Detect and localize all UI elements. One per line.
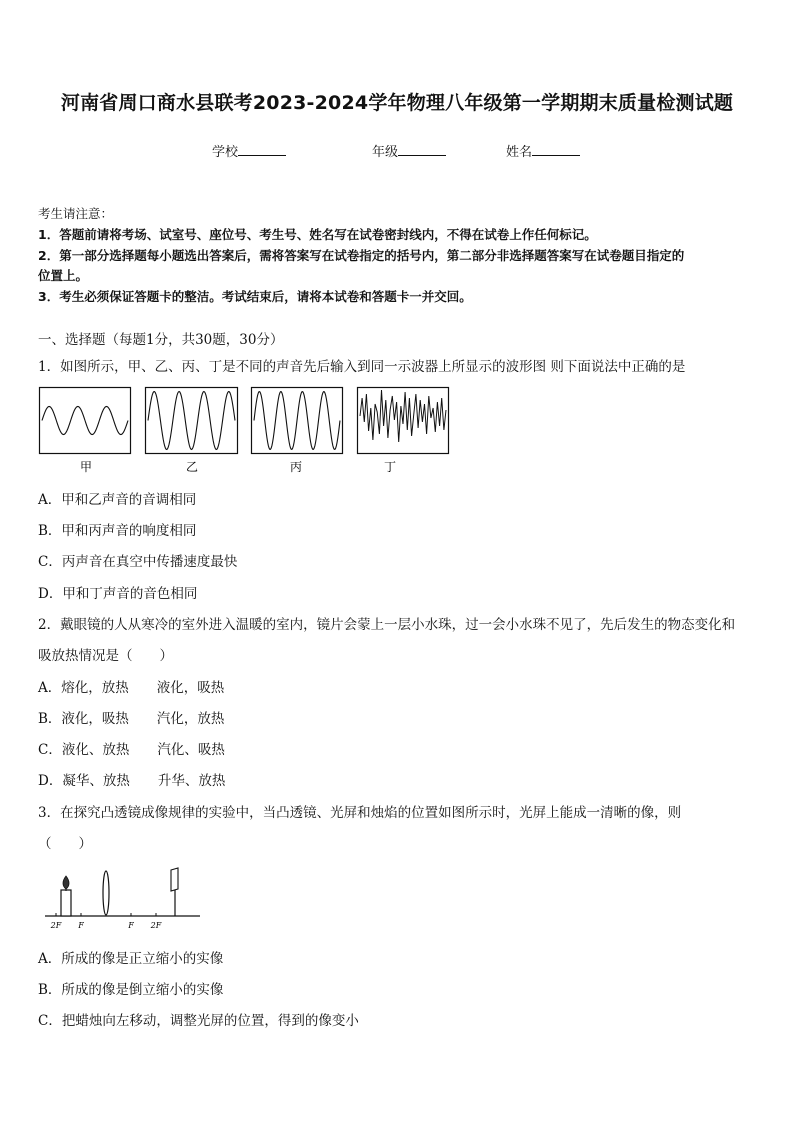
- waveform-figure: [38, 386, 458, 478]
- wave-bing: [254, 392, 340, 450]
- option-c[interactable]: C．丙声音在真空中传播速度最快: [38, 554, 238, 570]
- option-part: B．液化，吸热: [38, 711, 129, 727]
- name-field[interactable]: [506, 141, 580, 160]
- option-part: 汽化、吸热: [157, 742, 225, 758]
- candle-icon: [61, 890, 71, 916]
- wave-label: 甲: [79, 460, 93, 474]
- question-2-stem: 2．戴眼镜的人从寒冷的室外进入温暖的室内，镜片会蒙上一层小水珠，过一会小水珠不见了，先后发生的物态变化和: [38, 617, 736, 633]
- axis-label: 2F: [50, 921, 62, 930]
- school-field[interactable]: [212, 141, 286, 160]
- wave-frame-yi: [146, 388, 238, 454]
- option-b[interactable]: B．所成的像是倒立缩小的实像: [38, 982, 224, 998]
- option-part: D．凝华、放热: [38, 773, 130, 789]
- axis-label: F: [78, 921, 84, 930]
- axis-label: F: [128, 921, 134, 930]
- flame-icon: [63, 876, 69, 889]
- option-part: C．液化、放热: [38, 742, 130, 758]
- grade-blank[interactable]: [398, 143, 446, 156]
- page-title: 河南省周口商水县联考2023-2024学年物理八年级第一学期期末质量检测试题: [60, 92, 734, 114]
- name-label: 姓名: [506, 145, 533, 160]
- option-d[interactable]: D．甲和丁声音的音色相同: [38, 586, 198, 602]
- school-label: 学校: [212, 145, 239, 160]
- option-a[interactable]: [38, 676, 224, 696]
- grade-field[interactable]: [372, 141, 446, 160]
- wave-label: 丙: [289, 460, 303, 474]
- question-1-stem: 1．如图所示，甲、乙、丙、丁是不同的声音先后输入到同一示波器上所显示的波形图 则下面说法中正确的是: [38, 359, 686, 375]
- option-b[interactable]: B．甲和丙声音的响度相同: [38, 523, 197, 539]
- wave-ding: [360, 390, 446, 442]
- question-2-stem-cont: 吸放热情况是（ ）: [38, 648, 173, 664]
- lens-figure: [40, 862, 210, 932]
- convex-lens-icon: [103, 871, 109, 915]
- notice-item: 1．答题前请将考场、试室号、座位号、考生号、姓名写在试卷密封线内，不得在试卷上作任何标记。: [38, 227, 597, 242]
- notice-item: 2．第一部分选择题每小题选出答案后，需将答案写在试卷指定的括号内，第二部分非选择题答案写在试卷题目指定的: [38, 248, 685, 263]
- option-a[interactable]: A．所成的像是正立缩小的实像: [38, 951, 224, 967]
- grade-label: 年级: [372, 145, 399, 160]
- option-part: 汽化，放热: [156, 711, 225, 727]
- notice-heading: 考生请注意：: [38, 206, 114, 221]
- school-blank[interactable]: [238, 143, 286, 156]
- option-d[interactable]: [38, 769, 225, 789]
- option-a[interactable]: A．甲和乙声音的音调相同: [38, 492, 197, 508]
- light-screen-icon: [171, 868, 178, 891]
- option-part: 液化，吸热: [156, 680, 225, 696]
- axis-label: 2F: [150, 921, 162, 930]
- option-c[interactable]: [38, 738, 225, 758]
- question-3-stem: 3．在探究凸透镜成像规律的实验中，当凸透镜、光屏和烛焰的位置如图所示时，光屏上能成一清晰的像，则: [38, 805, 682, 821]
- wave-yi: [148, 392, 235, 450]
- notice-item: 3．考生必须保证答题卡的整洁。考试结束后，请将本试卷和答题卡一并交回。: [38, 289, 472, 304]
- wave-label: 乙: [185, 460, 199, 474]
- section-heading: 一、选择题（每题1分，共30题，30分）: [38, 332, 284, 348]
- option-part: 升华、放热: [157, 773, 226, 789]
- option-b[interactable]: [38, 707, 224, 727]
- wave-jia: [42, 407, 128, 435]
- wave-label: 丁: [383, 460, 397, 474]
- name-blank[interactable]: [532, 143, 580, 156]
- option-c[interactable]: C．把蜡烛向左移动，调整光屏的位置，得到的像变小: [38, 1013, 359, 1029]
- option-part: A．熔化，放热: [38, 680, 129, 696]
- notice-item: 位置上。: [38, 268, 89, 283]
- question-3-stem-cont: （ ）: [38, 836, 92, 852]
